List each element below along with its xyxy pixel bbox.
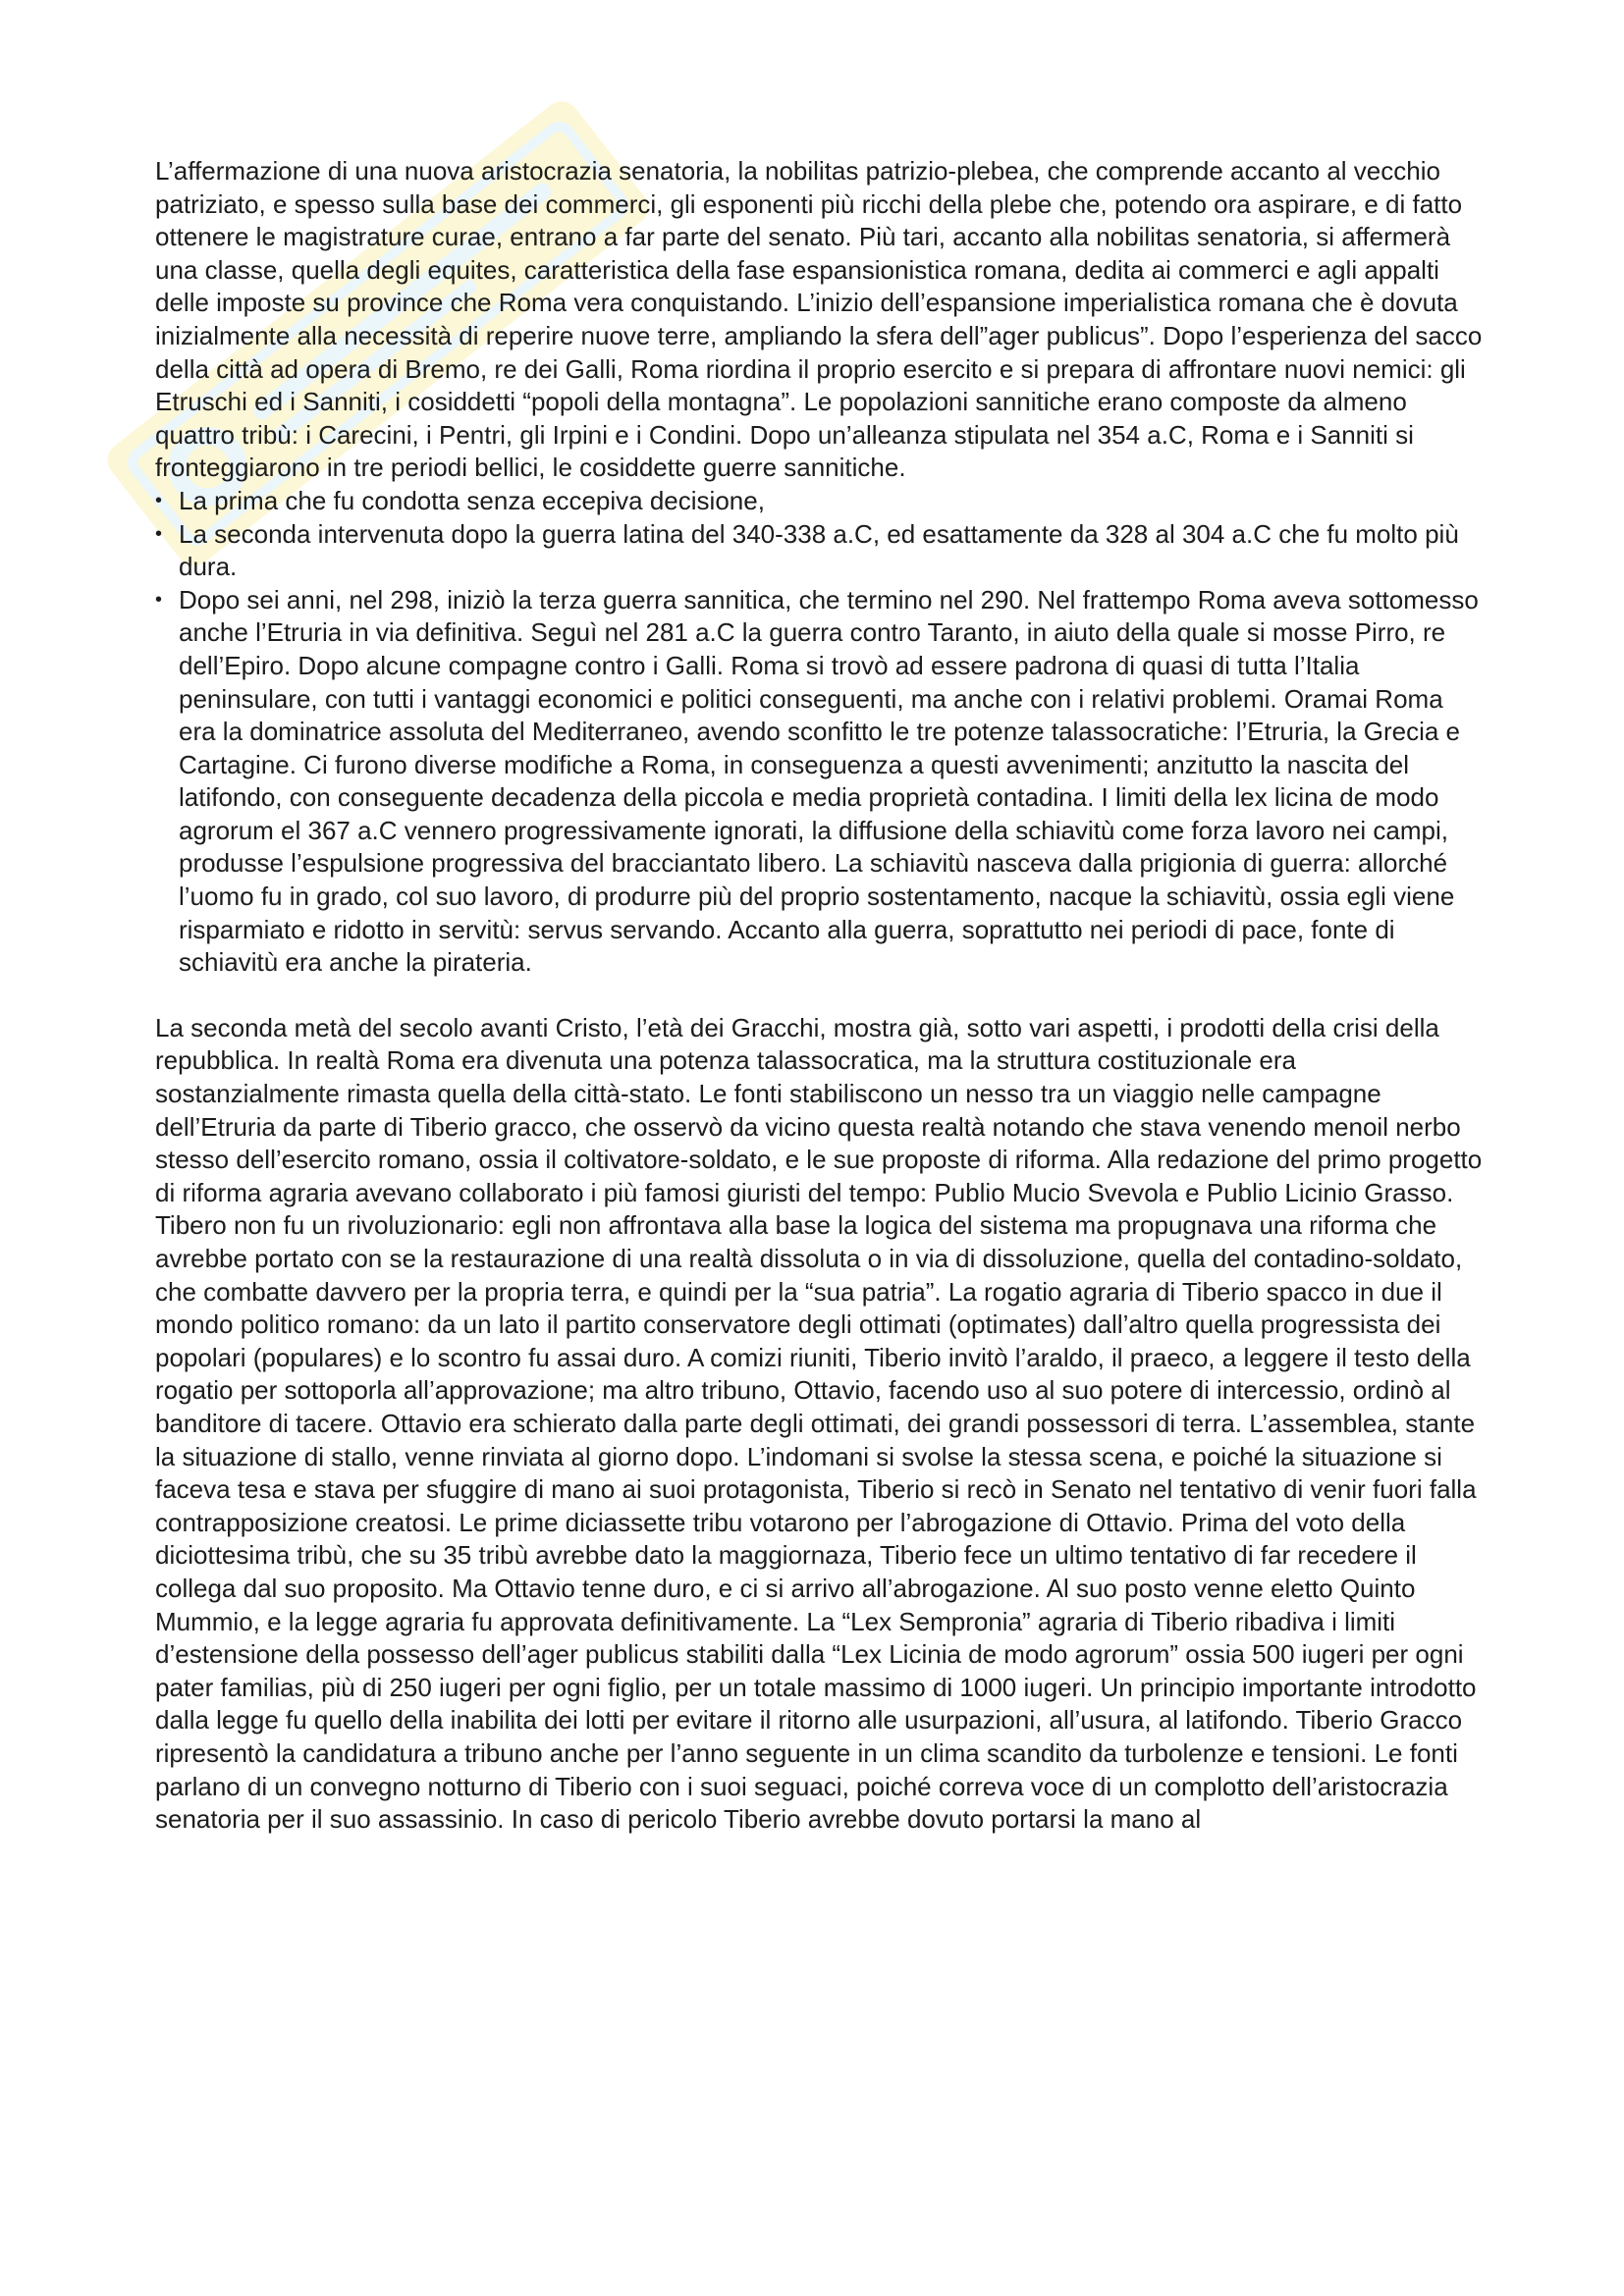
bullet-item-2 bbox=[155, 518, 1487, 584]
bullet-text: La prima che fu condotta senza eccepiva decisione, bbox=[179, 485, 765, 515]
bullet-list bbox=[155, 485, 1487, 980]
paragraph-1: L’affermazione di una nuova aristocrazia senatoria, la nobilitas patrizio-plebea, che comprende accanto al vecchio patriziato, e spesso sulla base dei commerci, gli esponenti più ricchi della plebe che, potendo ora aspirare, e di fatto ottenere le magistrature curae, entrano a far parte del senato. Più tari, accanto alla nobilitas senatoria, si affermerà una classe, quella degli equites, caratteristica della fase espansionistica romana, dedita ai commerci e agli appalti delle imposte su province che Roma vera conquistando. L’inizio dell’espansione imperialistica romana che è dovuta inizialmente alla necessità di reperire nuove terre, ampliando la sfera dell”ager publicus”. Dopo l’esperienza del sacco della città ad opera di Bremo, re dei Galli, Roma riordina il proprio esercito e si prepara di affrontare nuovi nemici: gli Etruschi ed i Sanniti, i cosiddetti “popoli della montagna”. Le popolazioni sannitiche erano composte da almeno quattro tribù: i Carecini, i Pentri, gli Irpini e i Condini. Dopo un’alleanza stipulata nel 354 a.C, Roma e i Sanniti si fronteggiarono in tre periodi bellici, le cosiddette guerre sannitiche. bbox=[155, 156, 1483, 483]
bullet-marker: • bbox=[155, 588, 163, 611]
bullet-item-1 bbox=[155, 485, 1487, 518]
bullet-marker: • bbox=[155, 489, 163, 511]
bullet-text: La seconda intervenuta dopo la guerra latina del 340-338 a.C, ed esattamente da 328 al 304 a.C che fu molto più dura. bbox=[179, 518, 1459, 582]
bullet-item-3 bbox=[155, 584, 1487, 980]
paragraph-spacer bbox=[155, 980, 1487, 1012]
document-body bbox=[155, 155, 1487, 1837]
bullet-text: Dopo sei anni, nel 298, iniziò la terza guerra sannitica, che termino nel 290. Nel frattempo Roma aveva sottomesso anche l’Etruria in via definitiva. Seguì nel 281 a.C la guerra contro Taranto, in aiuto della quale si mosse Pirro, re dell’Epiro. Dopo alcune compagne contro i Galli. Roma si trovò ad essere padrona di quasi di tutta l’Italia peninsulare, con tutti i vantaggi economici e politici conseguenti, ma anche con i relativi problemi. Oramai Roma era la dominatrice assoluta del Mediterraneo, avendo sconfitto le tre potenze talassocratiche: l’Etruria, la Grecia e Cartagine. Ci furono diverse modifiche a Roma, in conseguenza a questi avvenimenti; anzitutto la nascita del latifondo, con conseguente decadenza della piccola e media proprietà contadina. I limiti della lex licina de modo agrorum el 367 a.C vennero progressivamente ignorati, la diffusione della schiavitù come forza lavoro nei campi, produsse l’espulsione progressiva del bracciantato libero. La schiavitù nasceva dalla prigionia di guerra: allorché l’uomo fu in grado, col suo lavoro, di produrre più del proprio sostentamento, nacque la schiavitù, ossia egli viene risparmiato e ridotto in servitù: servus servando. Accanto alla guerra, soprattutto nei periodi di pace, fonte di schiavitù era anche la pirateria. bbox=[179, 584, 1479, 978]
paragraph-2: La seconda metà del secolo avanti Cristo, l’età dei Gracchi, mostra già, sotto vari aspetti, i prodotti della crisi della repubblica. In realtà Roma era divenuta una potenza talassocratica, ma la struttura costituzionale era sostanzialmente rimasta quella della città-stato. Le fonti stabiliscono un nesso tra un viaggio nelle campagne dell’Etruria da parte di Tiberio gracco, che osservò da vicino questa realtà notando che stava venendo menoil nerbo stesso dell’esercito romano, ossia il coltivatore-soldato, e le sue proposte di riforma. Alla redazione del primo progetto di riforma agraria avevano collaborato i più famosi giuristi del tempo: Publio Mucio Svevola e Publio Licinio Grasso. Tibero non fu un rivoluzionario: egli non affrontava alla base la logica del sistema ma propugnava una riforma che avrebbe portato con se la restaurazione di una realtà dissoluta o in via di dissoluzione, quella del contadino-soldato, che combatte davvero per la propria terra, e quindi per la “sua patria”. La rogatio agraria di Tiberio spacco in due il mondo politico romano: da un lato il partito conservatore degli ottimati (optimates) dall’altro quella progressista dei popolari (populares) e lo scontro fu assai duro. A comizi riuniti, Tiberio invitò l’araldo, il praeco, a leggere il testo della rogatio per sottoporla all’approvazione; ma altro tribuno, Ottavio, facendo uso al suo potere di intercessio, ordinò al banditore di tacere. Ottavio era schierato dalla parte degli ottimati, dei grandi possessori di terra. L’assemblea, stante la situazione di stallo, venne rinviata al giorno dopo. L’indomani si svolse la stessa scena, e poiché la situazione si faceva tesa e stava per sfuggire di mano ai suoi protagonista, Tiberio si recò in Senato nel tentativo di venir fuori falla contrapposizione creatosi. Le prime diciassette tribu votarono per l’abrogazione di Ottavio. Prima del voto della diciottesima tribù, che su 35 tribù avrebbe dato la maggiornaza, Tiberio fece un ultimo tentativo di far recedere il collega dal suo proposito. Ma Ottavio tenne duro, e ci si arrivo all’abrogazione. Al suo posto venne eletto Quinto Mummio, e la legge agraria fu approvata definitivamente. La “Lex Sempronia” agraria di Tiberio ribadiva i limiti d’estensione della possesso dell’ager publicus stabiliti dalla “Lex Licinia de modo agrorum” ossia 500 iugeri per ogni pater familias, più di 250 iugeri per ogni figlio, per un totale massimo di 1000 iugeri. Un principio importante introdotto dalla legge fu quello della inabilita dei lotti per evitare il ritorno alle usurpazioni, all’usura, al latifondo. Tiberio Gracco ripresentò la candidatura a tribuno anche per l’anno seguente in un clima scandito da turbolenze e tensioni. Le fonti parlano di un convegno notturno di Tiberio con i suoi seguaci, poiché correva voce di un complotto dell’aristocrazia senatoria per il suo assassinio. In caso di pericolo Tiberio avrebbe dovuto portarsi la mano al bbox=[155, 1012, 1483, 1835]
bullet-marker: • bbox=[155, 522, 163, 545]
